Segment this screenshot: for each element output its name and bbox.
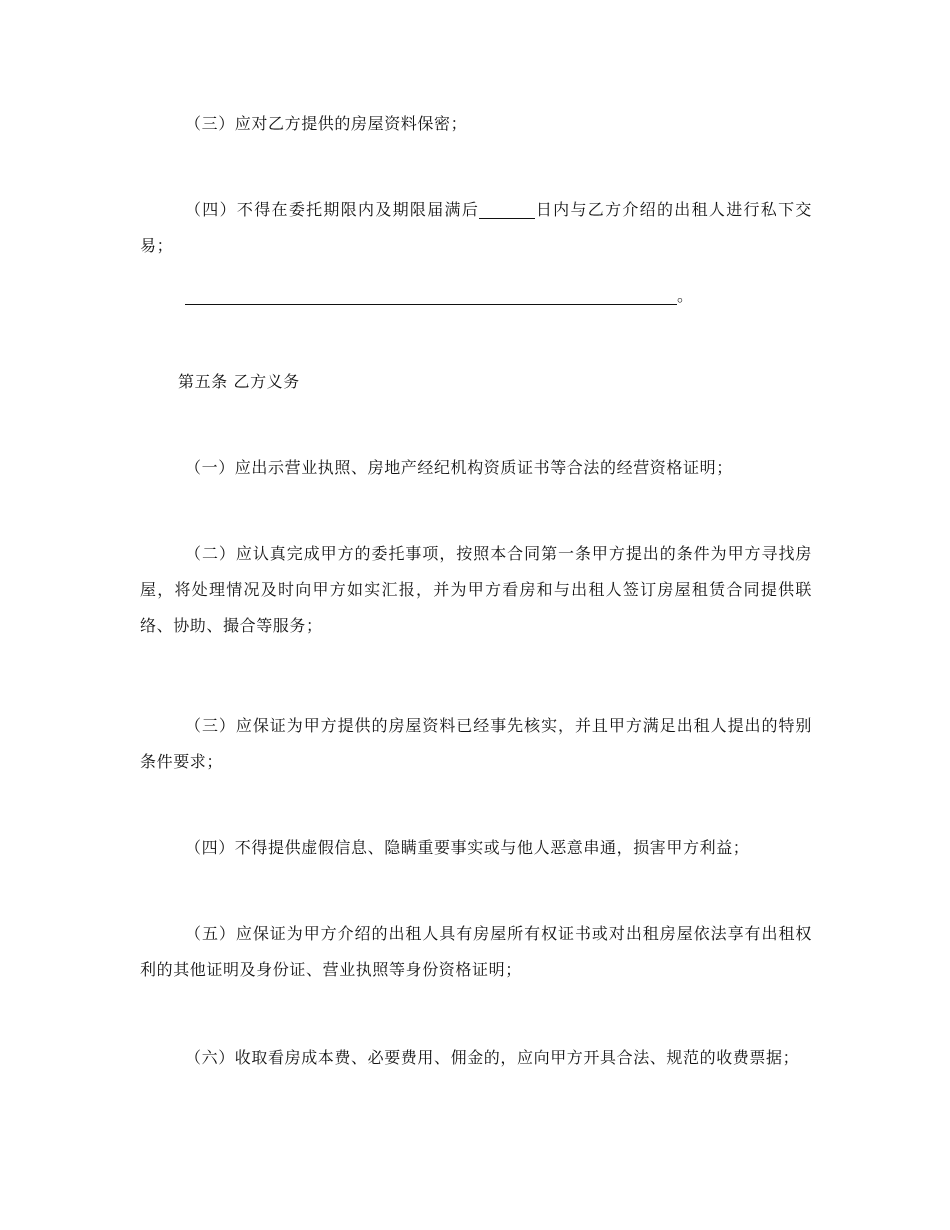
clause4-item-blank-line xyxy=(140,278,812,314)
clause4-item-4 xyxy=(140,192,812,264)
blank-days-field[interactable] xyxy=(479,196,535,219)
clause5-item-2: （二）应认真完成甲方的委托事项，按照本合同第一条甲方提出的条件为甲方寻找房屋，将处理情况及时向甲方如实汇报，并为甲方看房和与出租人签订房屋租赁合同提供联络、协助、撮合等服务； xyxy=(140,544,812,635)
clause4-item-4-before: （四）不得在委托期限内及期限届满后 xyxy=(185,200,480,219)
clause4-item-4-after: 日内与乙方介绍的出租人进行私下交易； xyxy=(140,200,812,255)
clause5-heading: 第五条 乙方义务 xyxy=(178,372,300,391)
clause4-blank-line-end: 。 xyxy=(677,286,694,305)
clause5-item-1: （一）应出示营业执照、房地产经纪机构资质证书等合法的经营资格证明； xyxy=(185,458,733,477)
clause4-item-3: （三）应对乙方提供的房屋资料保密； xyxy=(185,114,468,133)
blank-other-terms-field[interactable] xyxy=(185,282,677,305)
clause5-item-5: （五）应保证为甲方介绍的出租人具有房屋所有权证书或对出租房屋依法享有出租权利的其他证明及身份证、营业执照等身份资格证明； xyxy=(140,924,812,979)
clause5-item-3: （三）应保证为甲方提供的房屋资料已经事先核实，并且甲方满足出租人提出的特别条件要求； xyxy=(140,716,812,771)
clause5-item-6: （六）收取看房成本费、必要费用、佣金的，应向甲方开具合法、规范的收费票据； xyxy=(185,1048,800,1067)
clause5-item-4: （四）不得提供虚假信息、隐瞒重要事实或与他人恶意串通，损害甲方利益； xyxy=(185,838,750,857)
